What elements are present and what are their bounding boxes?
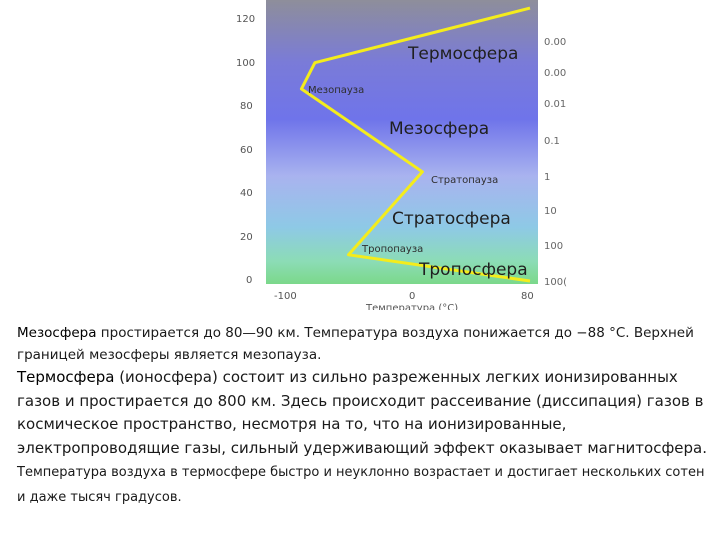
mesosphere-description: простирается до 80—90 км. Температура воздуха понижается до −88 °C. Верхней границей мезосферы является мезопауза. (17, 325, 694, 363)
sky-gradient-background (266, 0, 538, 284)
pressure-tick-label: 1 (544, 172, 551, 183)
altitude-tick-label: 60 (240, 145, 253, 156)
pressure-tick-label: 100( (544, 277, 567, 288)
altitude-tick-label: 20 (240, 232, 253, 243)
troposphere-label: Тропосфера (419, 260, 528, 280)
stratopause-label: Стратопауза (431, 175, 499, 186)
mesosphere-label: Мезосфера (389, 119, 490, 139)
temperature-tick-label: 80 (521, 291, 534, 302)
mesopause-label: Мезопауза (308, 85, 365, 96)
thermosphere-paragraph (17, 366, 707, 509)
temperature-axis (274, 291, 534, 310)
temperature-tick-label: 0 (409, 291, 416, 302)
pressure-tick-label: 100 (544, 241, 564, 252)
pressure-tick-label: 0.1 (544, 136, 560, 147)
pressure-tick-label: 0.00 (544, 68, 567, 79)
altitude-tick-label: 0 (246, 275, 253, 286)
pressure-tick-label: 0.01 (544, 99, 567, 110)
thermosphere-temperature-note: Температура воздуха в термосфере быстро и неуклонно возрастает и достигает нескольких сотен и даже тысяч градусов. (17, 465, 705, 505)
thermosphere-description: (ионосфера) состоит из сильно разреженных легких ионизированных газов и простирается до 800 км. Здесь происходит рассеивание (диссипация) газов в космическое пространство, несмотря на то, что на ионизированные, электропроводящие газы, сильный удерживающий эффект оказывает магнитосфера. (17, 368, 707, 457)
atmosphere-chart-svg (230, 0, 580, 310)
thermosphere-term: Термосфера (17, 368, 115, 386)
temperature-tick-label: -100 (274, 291, 297, 302)
altitude-tick-label: 80 (240, 101, 253, 112)
altitude-axis (236, 14, 255, 286)
article-text (17, 322, 707, 509)
altitude-tick-label: 40 (240, 188, 253, 199)
mesosphere-term: Мезосфера (17, 325, 97, 341)
altitude-tick-label: 120 (236, 14, 256, 25)
stratosphere-label: Стратосфера (392, 209, 511, 229)
pressure-tick-label: 0.00 (544, 37, 567, 48)
thermosphere-label: Термосфера (408, 44, 519, 64)
pressure-tick-label: 10 (544, 206, 557, 217)
temperature-axis-label: Температура (°C) (366, 303, 459, 310)
pressure-axis (544, 37, 567, 288)
mesosphere-paragraph (17, 322, 707, 366)
tropopause-label: Тропопауза (362, 244, 424, 255)
atmosphere-diagram (230, 0, 580, 310)
altitude-tick-label: 100 (236, 58, 256, 69)
